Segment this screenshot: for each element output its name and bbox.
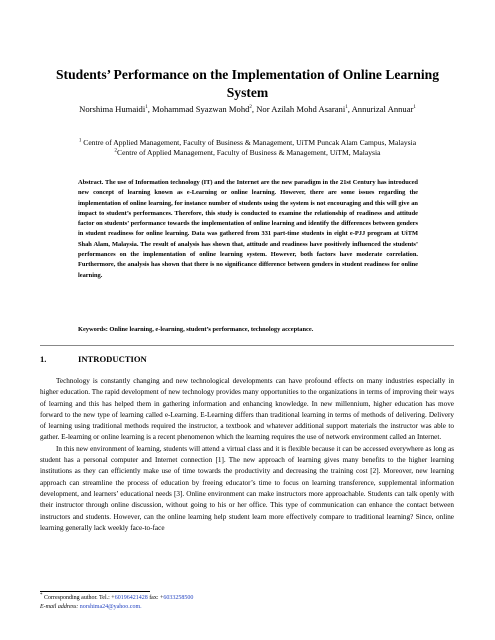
email-link[interactable]: norshima24@yahoo.com. bbox=[79, 603, 142, 610]
affiliation-2 bbox=[12, 148, 483, 157]
author-name: Mohammad Syazwan Mohd bbox=[152, 104, 250, 114]
author-affil-mark: 1 bbox=[145, 105, 148, 111]
paragraph: Technology is constantly changing and new technological developments can have profound effects on many industries especially in higher education. The rapid development of new technology provides many opportunities to the organizations in terms of improving their ways of learning and this has helped them in gathering information and enhancing knowledge. In new millennium, higher education has move forward to the new type of learning called e-Learning. E-Learning differs than traditional learning in terms of methods of delivering. Delivery of learning using traditional methods required the instructor, a textbook and whatever additional support materials the instructor was able to gather. E-learning or online learning is a recent phenomenon which the learning requires the use of network environment called an Internet. bbox=[40, 377, 454, 442]
section-number: 1. bbox=[40, 354, 47, 364]
body-text bbox=[40, 376, 454, 534]
affiliation-text: Centre of Applied Management, Faculty of Business & Management, UiTM, Malaysia bbox=[117, 148, 381, 157]
author-affil-mark: 1 bbox=[413, 105, 416, 111]
email-label: E-mail address: bbox=[40, 603, 79, 610]
footnote-mark: * bbox=[40, 593, 43, 598]
author-list: Norshima Humaidi$^1$, Mohammad Syazwan Mohd$^2$, Nor Azilah Mohd Asarani$^1$, Annurizal Annuar$^1$ bbox=[79, 104, 416, 114]
phone-link[interactable]: 60196421428 bbox=[114, 595, 148, 601]
author-name: Nor Azilah Mohd Asarani bbox=[256, 104, 346, 114]
footnote-rule bbox=[40, 591, 150, 592]
footnote bbox=[40, 594, 193, 611]
paragraph: In this new environment of learning, students will attend a virtual class and it is flexible because it can be accessed everywhere as long as student has a personal computer and Internet connection [1]. The new approach of learning gives many benefits to the higher learning institutions as they can efficiently make use of time towards the productivity and decreasing the training cost [2]. Moreover, new learning approach can streamline the process of education by freeing educator’s time to focus on learning transference, supplemental information development, and learners’ educational needs [3]. Online environment can make instructors more approachable. Students can talk openly with their instructor through online discussion, without going to his or her office. This type of communication can enhance the contact between instructors and students. However, can the online learning help student learn more effectively compare to traditional learning? Since, online learning generally lack weekly face-to-face bbox=[40, 444, 454, 532]
fax-link[interactable]: 6033258500 bbox=[163, 595, 194, 601]
author-name: Norshima Humaidi bbox=[79, 104, 146, 114]
author-affil-mark: 1 bbox=[345, 105, 348, 111]
section-heading bbox=[40, 354, 147, 364]
author-affil-mark: 2 bbox=[249, 105, 252, 111]
affiliation-text: Centre of Applied Management, Faculty of Business & Management, UiTM Puncak Alam Campus, Malaysia bbox=[83, 138, 417, 147]
affiliation-1 bbox=[12, 138, 483, 147]
affil-mark: 2 bbox=[114, 148, 118, 154]
affil-mark: 1 bbox=[78, 138, 82, 144]
section-title: INTRODUCTION bbox=[78, 354, 147, 364]
fax-label: fax: + bbox=[149, 595, 164, 601]
footnote-email bbox=[40, 603, 193, 612]
paper-title: Students’ Performance on the Implementation of Online Learning System bbox=[56, 67, 439, 100]
abstract: Abstract. The use of Information technology (IT) and the Internet are the new paradigm in the 21st Century has introduced new concept of learning known as e-Learning or online learning. However, there are some issues regarding the implementation of online learning, for instance number of students using the system is not encouraging and this will give an impact to student’s performances. Therefore, this study is conducted to examine the relationship of readiness and attitude factor on students’ performance towards the implementation of online learning and identify the differences between genders in student readiness for online learning. Data was gathered from 331 part-time students in eight e-PJJ program at UiTM Shah Alam, Malaysia. The result of analysis has shown that, attitude and readiness have positively influenced the students’ performances on the implementation of online learning system. However, both factors have moderate correlation. Furthermore, the analysis has shown that there is no significance difference between genders in student readiness for online learning. bbox=[78, 179, 418, 279]
section-divider bbox=[40, 345, 454, 346]
keywords: Keywords: Online learning, e-learning, student’s performance, technology acceptance. bbox=[78, 326, 314, 333]
author-name: Annurizal Annuar bbox=[351, 104, 414, 114]
corresponding-label: Corresponding author. Tel.: + bbox=[44, 595, 115, 601]
footnote-contact bbox=[40, 594, 193, 603]
